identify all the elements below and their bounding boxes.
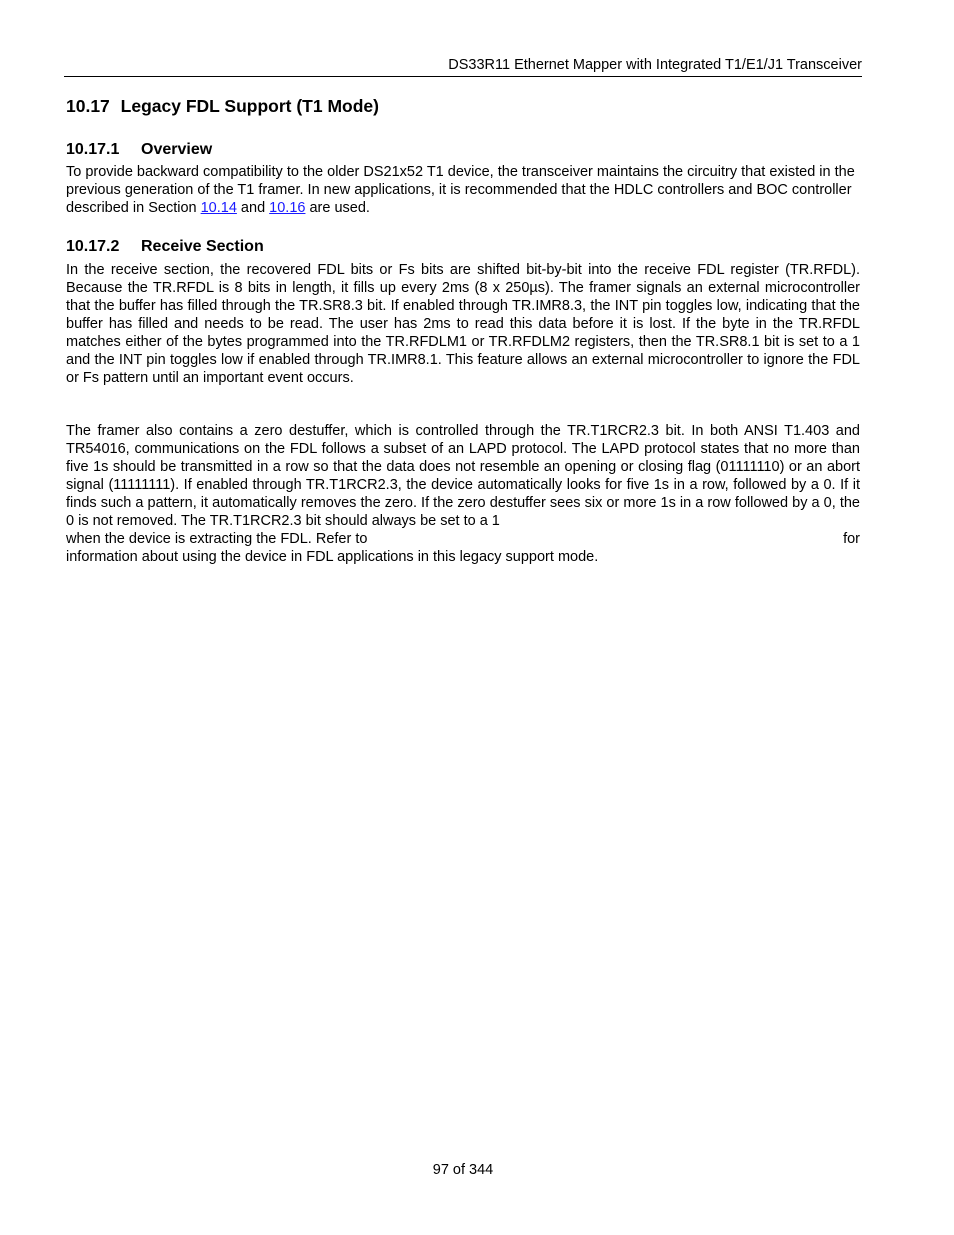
receive-title: Receive Section [141, 238, 264, 255]
receive-paragraph-2-main: The framer also contains a zero destuffer, which is controlled through the TR.T1RCR2.3 bit. In both ANSI T1.403 and TR54016, communications on the FDL follows a subset of an LAPD protocol. The LAPD protocol states that no more than five 1s should be transmitted in a row so that the data does not resemble an opening or closing flag (01111110) or an abort signal (11111111). If enabled through TR.T1RCR2.3, the device automatically looks for five 1s in a row, followed by a 0. If it finds such a pattern, it automatically removes the zero. If the zero destuffer sees six or more 1s in a row followed by a 0, the 0 is not removed. The TR.T1RCR2.3 bit should always be set to a 1 [66, 423, 860, 529]
refer-text: when the device is extracting the FDL. Refer to [66, 531, 368, 547]
overview-text-mid: and [236, 200, 270, 216]
receive-paragraph-2 [66, 422, 860, 566]
page-header [64, 56, 862, 77]
overview-paragraph [66, 163, 856, 217]
overview-text-before: To provide backward compatibility to the older DS21x52 T1 device, the transceiver maintains the circuitry that existed in the previous generation of the T1 framer. In new applications, it is recommended that the HDLC controllers and BOC controller described in Section [66, 164, 855, 216]
section-heading [66, 95, 379, 117]
receive-paragraph-1: In the receive section, the recovered FDL bits or Fs bits are shifted bit-by-bit into the receive FDL register (TR.RFDL). Because the TR.RFDL is 8 bits in length, it fills up every 2ms (8 x 250µs). The framer signals an external microcontroller that the buffer has filled through the TR.SR8.3 bit. If enabled through TR.IMR8.3, the INT pin toggles low, indicating that the buffer has filled and needs to be read. The user has 2ms to read this data before it is lost. If the byte in the TR.RFDL matches either of the bytes programmed into the TR.RFDLM1 or TR.RFDLM2 registers, then the TR.SR8.1 bit is set to a 1 and the INT pin toggles low if enabled through TR.IMR8.1. This feature allows an external microcontroller to ignore the FDL or Fs pattern until an important event occurs. [66, 262, 860, 386]
overview-title: Overview [141, 141, 213, 158]
overview-heading [66, 140, 212, 160]
refer-line [66, 530, 860, 548]
section-title: Legacy FDL Support (T1 Mode) [120, 96, 379, 116]
receive-number: 10.17.2 [66, 238, 120, 255]
document-title: DS33R11 Ethernet Mapper with Integrated T1/E1/J1 Transceiver [448, 57, 862, 73]
overview-text-after: are used. [305, 200, 370, 216]
overview-number: 10.17.1 [66, 141, 120, 158]
section-link-10-14[interactable]: 10.14 [200, 200, 237, 216]
refer-last-line: information about using the device in FDL applications in this legacy support mode. [66, 549, 599, 565]
page-number: 97 of 344 [432, 1162, 494, 1178]
section-number: 10.17 [66, 96, 110, 116]
refer-for-text: for [843, 531, 860, 547]
section-link-10-16[interactable]: 10.16 [269, 200, 306, 216]
receive-heading [66, 237, 264, 257]
